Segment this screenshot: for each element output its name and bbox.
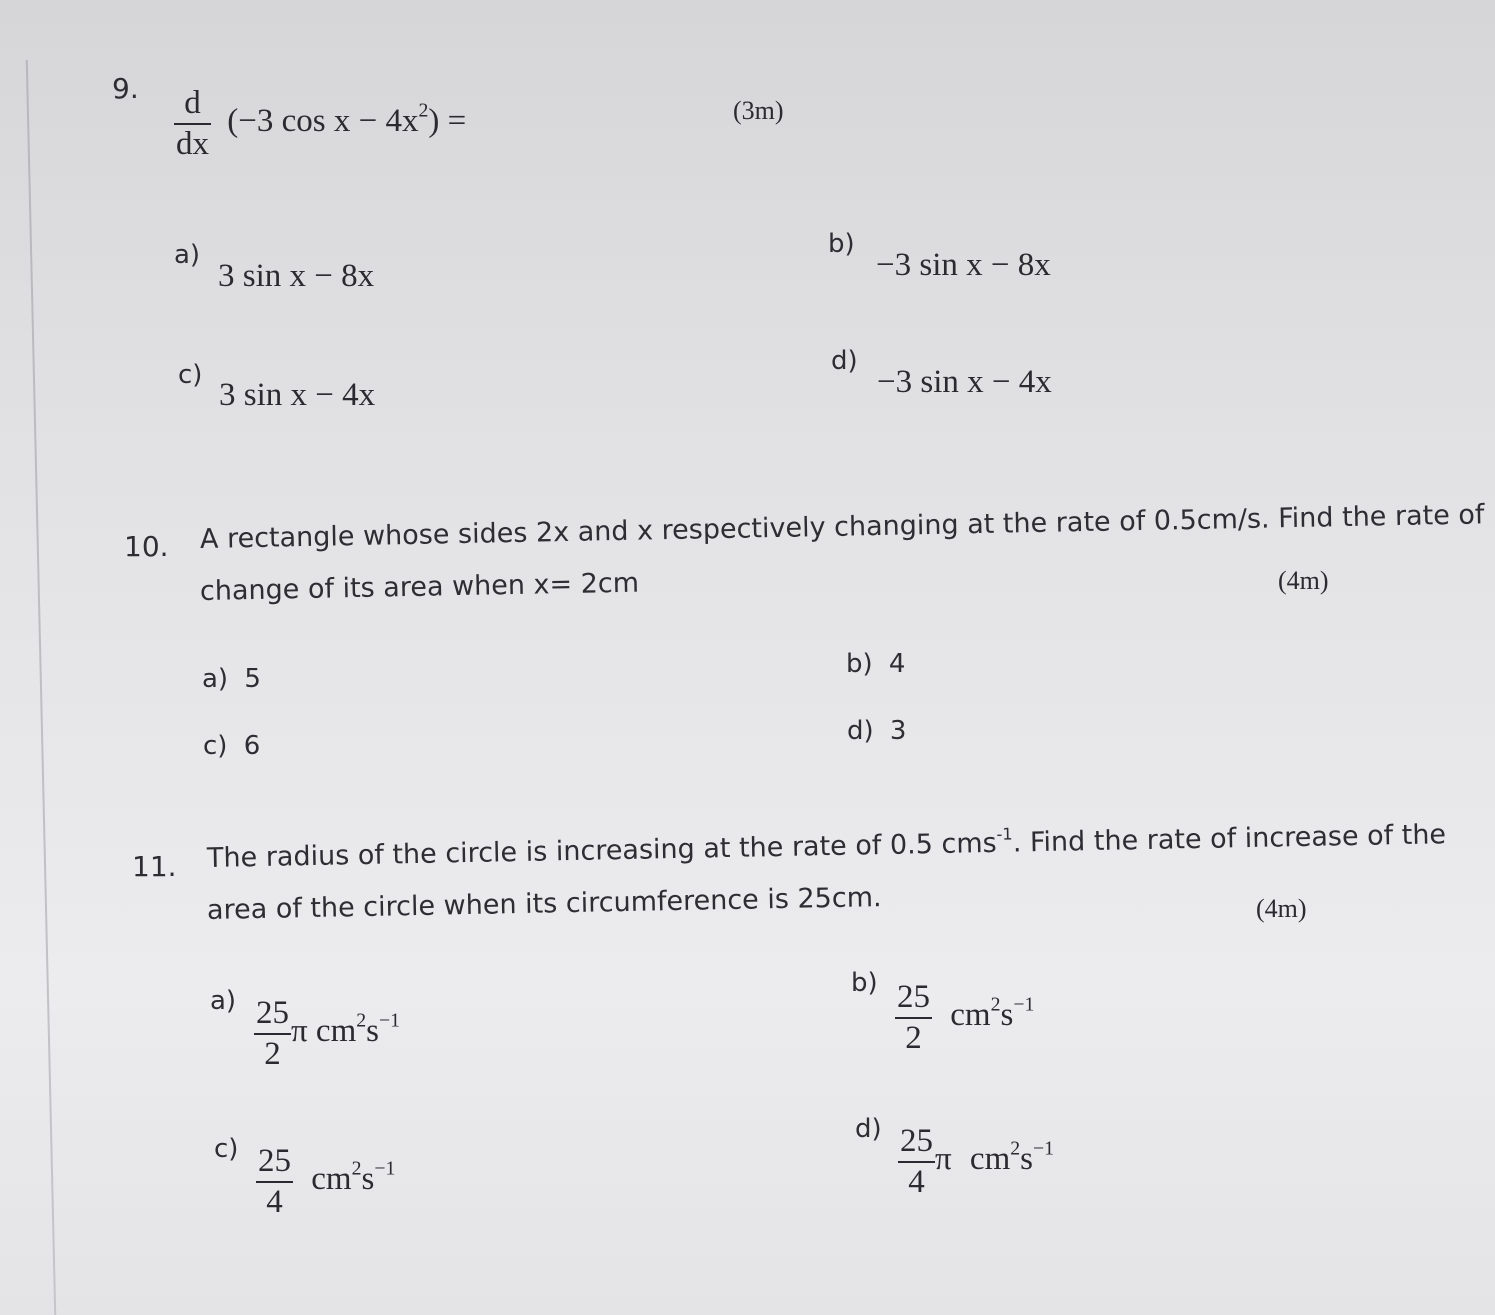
unit: cm (311, 1161, 352, 1198)
expression-exponent: 2 (418, 99, 429, 122)
option-label: d) (847, 716, 874, 746)
question-number: 11. (132, 850, 177, 883)
option-a-expression[interactable] (254, 996, 400, 1071)
option-b-expression[interactable]: −3 sin x − 8x (876, 247, 1051, 283)
marks-label: (4m) (1278, 566, 1329, 595)
option-c[interactable] (203, 731, 260, 761)
option-c-expression[interactable] (256, 1144, 395, 1219)
option-label: d) (831, 346, 858, 376)
fraction-denominator: 4 (908, 1163, 925, 1200)
fraction-numerator: 25 (258, 1143, 291, 1179)
fraction (254, 996, 291, 1071)
unit: cm (969, 1141, 1011, 1178)
fraction (895, 980, 932, 1055)
fraction-bar (256, 1181, 293, 1183)
fraction-numerator: 25 (256, 995, 289, 1031)
unit: s (361, 1161, 375, 1198)
fraction-numerator: d (184, 85, 201, 121)
exponent: −1 (378, 1009, 401, 1032)
option-label: a) (210, 986, 237, 1016)
question-text-line-2: area of the circle when its circumference is 25cm. (206, 882, 882, 926)
option-label: c) (178, 360, 203, 390)
fraction (898, 1124, 935, 1199)
option-label: b) (851, 968, 878, 998)
option-label: a) (202, 664, 229, 694)
unit: s (1020, 1141, 1033, 1178)
fraction-bar (895, 1017, 932, 1019)
question-text-part: The radius of the circle is increasing at the rate of 0.5 cms (206, 827, 997, 874)
option-d[interactable] (847, 716, 906, 746)
pi-symbol: π (291, 1013, 308, 1050)
exponent: 2 (351, 1157, 362, 1180)
option-label: c) (203, 731, 228, 761)
option-b-expression[interactable] (895, 980, 1034, 1055)
exponent: −1 (374, 1157, 396, 1180)
exponent: 2 (990, 993, 1001, 1016)
option-a[interactable] (202, 664, 261, 694)
question-number: 9. (112, 72, 139, 105)
unit: cm (950, 997, 991, 1034)
fraction-bar (254, 1033, 291, 1035)
question-text-line-1 (207, 819, 1447, 874)
option-value: 5 (244, 664, 261, 694)
question-number: 10. (124, 530, 169, 563)
question-text-line-1: A rectangle whose sides 2x and x respectively changing at the rate of 0.5cm/s. Find the rate of (199, 499, 1485, 555)
question-text-line-2: change of its area when x= 2cm (199, 567, 640, 607)
fraction-bar (174, 123, 211, 125)
option-c-expression[interactable]: 3 sin x − 4x (219, 377, 376, 413)
fraction-bar (898, 1161, 935, 1163)
unit: cm (315, 1013, 357, 1050)
option-label: b) (828, 229, 855, 259)
option-d-expression[interactable] (898, 1124, 1054, 1199)
exponent: -1 (996, 824, 1013, 844)
exponent: −1 (1032, 1137, 1055, 1160)
option-label: d) (855, 1114, 882, 1144)
fraction (256, 1144, 293, 1219)
marks-label: (3m) (733, 96, 784, 125)
unit: s (366, 1013, 379, 1050)
option-value: 4 (888, 649, 906, 679)
fraction-denominator: 2 (905, 1019, 922, 1056)
pi-symbol: π (935, 1141, 952, 1178)
d-dx-fraction (174, 86, 211, 161)
option-label: b) (846, 649, 873, 679)
fraction-denominator: dx (176, 125, 209, 162)
option-value: 3 (889, 716, 907, 746)
fraction-denominator: 2 (264, 1035, 281, 1072)
option-d-expression[interactable]: −3 sin x − 4x (877, 364, 1052, 400)
fraction-numerator: 25 (900, 1123, 933, 1159)
option-a-expression[interactable]: 3 sin x − 8x (218, 258, 375, 294)
question-text-part: . Find the rate of increase of the (1012, 819, 1447, 859)
marks-label: (4m) (1256, 894, 1307, 923)
derivative-expression (174, 86, 466, 161)
option-label: c) (214, 1134, 239, 1164)
expression-body: (−3 cos x − 4x (227, 103, 419, 140)
option-value: 6 (243, 731, 261, 761)
exponent: 2 (1010, 1137, 1021, 1160)
exponent: −1 (1013, 993, 1035, 1016)
fraction-denominator: 4 (266, 1183, 283, 1220)
expression-tail: ) = (428, 103, 467, 140)
page-margin-line (26, 60, 56, 1315)
option-b[interactable] (846, 649, 905, 679)
option-label: a) (174, 240, 201, 270)
unit: s (1000, 997, 1014, 1034)
fraction-numerator: 25 (897, 979, 930, 1015)
exponent: 2 (356, 1009, 367, 1032)
